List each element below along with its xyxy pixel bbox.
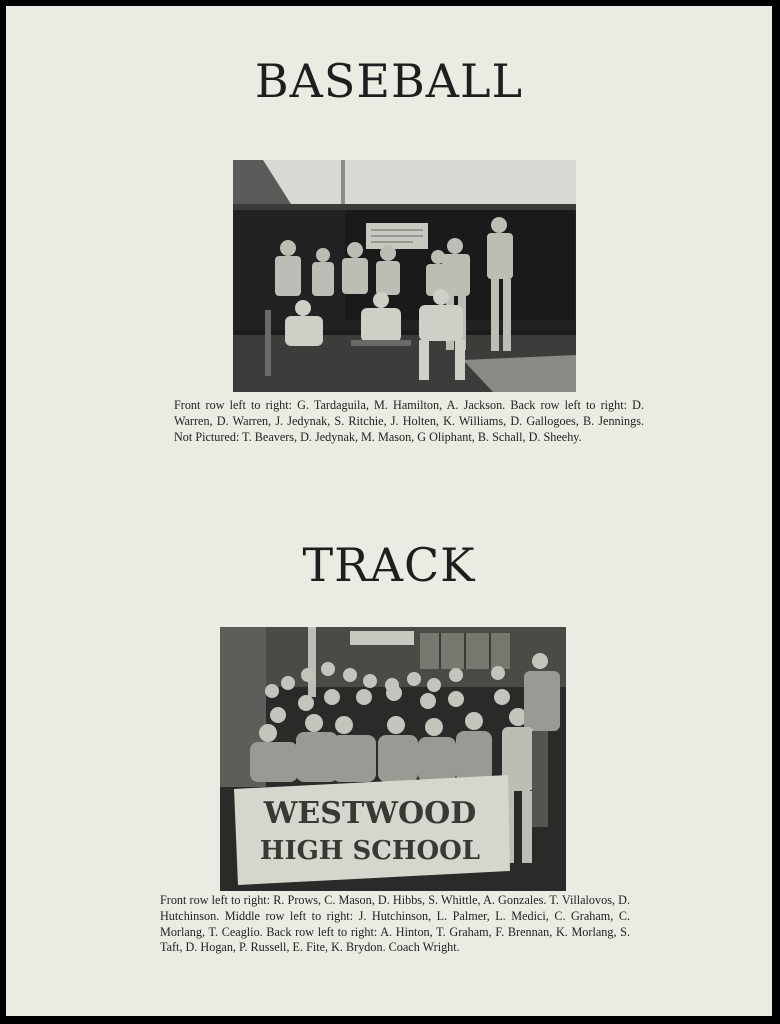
track-caption: Front row left to right: R. Prows, C. Mason, D. Hibbs, S. Whittle, A. Gonzales. T. Villalovos, D. Hutchinson. Middle row left to right: J. Hutchinson, L. Palmer, L. Medici, C. Graham, C. Morlang, T. Ceaglio. Back row left to right: A. Hinton, T. Graham, F. Brennan, K. Morlang, S. Taft, D. Hogan, P. Russell, E. Fite, K. Brydon. Coach Wright. bbox=[160, 893, 630, 955]
track-team-photo bbox=[220, 627, 566, 891]
banner-line-1: WESTWOOD bbox=[263, 796, 477, 831]
track-photo-drawing bbox=[220, 627, 566, 891]
baseball-heading: BASEBALL bbox=[254, 54, 524, 108]
baseball-photo-drawing bbox=[233, 160, 576, 392]
banner-line-2: HIGH SCHOOL bbox=[259, 836, 481, 866]
track-heading: TRACK bbox=[302, 538, 476, 592]
baseball-team-photo bbox=[233, 160, 576, 392]
yearbook-page bbox=[6, 6, 772, 1016]
baseball-caption: Front row left to right: G. Tardaguila, M. Hamilton, A. Jackson. Back row left to right: D. Warren, D. Warren, J. Jedynak, S. Ritchie, J. Holten, K. Williams, D. Gallogoes, B. Jennings. Not Pictured: T. Beavers, D. Jedynak, M. Mason, G Oliphant, B. Schall, D. Sheehy. bbox=[174, 398, 644, 444]
